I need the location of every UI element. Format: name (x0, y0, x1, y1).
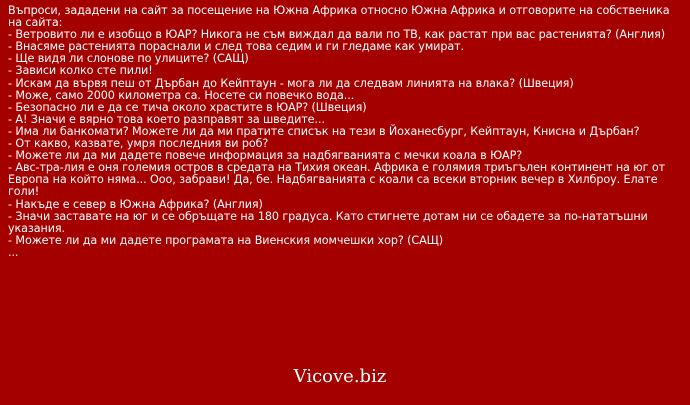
joke-line-answer-2: - Зависи колко сте пили! (8, 64, 153, 78)
joke-line-answer-1: - Внасяме растенията пораснали и след това седим и ги гледаме как умират. (8, 40, 464, 54)
joke-line-question-4: - Безопасно ли е да се тича около храстите в ЮАР? (Швеция) (8, 100, 367, 114)
joke-line-answer-6: - Авс-тра-лия е оня големия остров в средата на Тихия океан. Африка е голямия триъгълен континент на юг от Европа на който няма... Ооо, забрави! Да, бе. Надбягванията с коали са всеки вторник вечер в Хилброу. Елате голи! (8, 161, 665, 199)
joke-line-answer-4: - А! Значи е вярно това което разправят за шведите... (8, 112, 325, 126)
joke-text (8, 5, 680, 259)
joke-line-intro: Въпроси, зададени на сайт за посещение на Южна Африка относно Южна Африка и отговорите на собственика на сайта: (8, 4, 670, 30)
joke-line-question-1: - Ветровито ли е изобщо в ЮАР? Никога не съм виждал да вали по ТВ, как растат при вас растенията? (Англия) (8, 28, 666, 42)
joke-line-question-7: - Накъде е север в Южна Африка? (Англия) (8, 197, 263, 211)
joke-line-answer-7: - Значи заставате на юг и се обръщате на 180 градуса. Като стигнете дотам ни се обадете за по-нататъшни указания. (8, 209, 648, 235)
joke-line-answer-5: - От какво, казвате, умря последния ви роб? (8, 137, 269, 151)
joke-line-question-3: - Искам да вървя пеш от Дърбан до Кейптаун - мога ли да следвам линията на влака? (Швеция) (8, 76, 574, 90)
site-watermark: Vicove.biz (293, 366, 387, 387)
joke-line-answer-3: - Може, само 2000 километра са. Носете си повечко вода... (8, 88, 355, 102)
joke-line-question-5: - Има ли банкомати? Можете ли да ми пратите списък на тези в Йоханесбург, Кейптаун, Книсна и Дърбан? (8, 124, 640, 138)
joke-line-question-2: - Ще видя ли слонове по улиците? (САЩ) (8, 52, 249, 66)
joke-line-question-6: - Можете ли да ми дадете повече информация за надбягванията с мечки коала в ЮАР? (8, 149, 523, 163)
joke-line-ellipsis: ... (8, 245, 19, 259)
joke-line-question-8: - Можете ли да ми дадете програмата на Виенския момчешки хор? (САЩ) (8, 233, 444, 247)
